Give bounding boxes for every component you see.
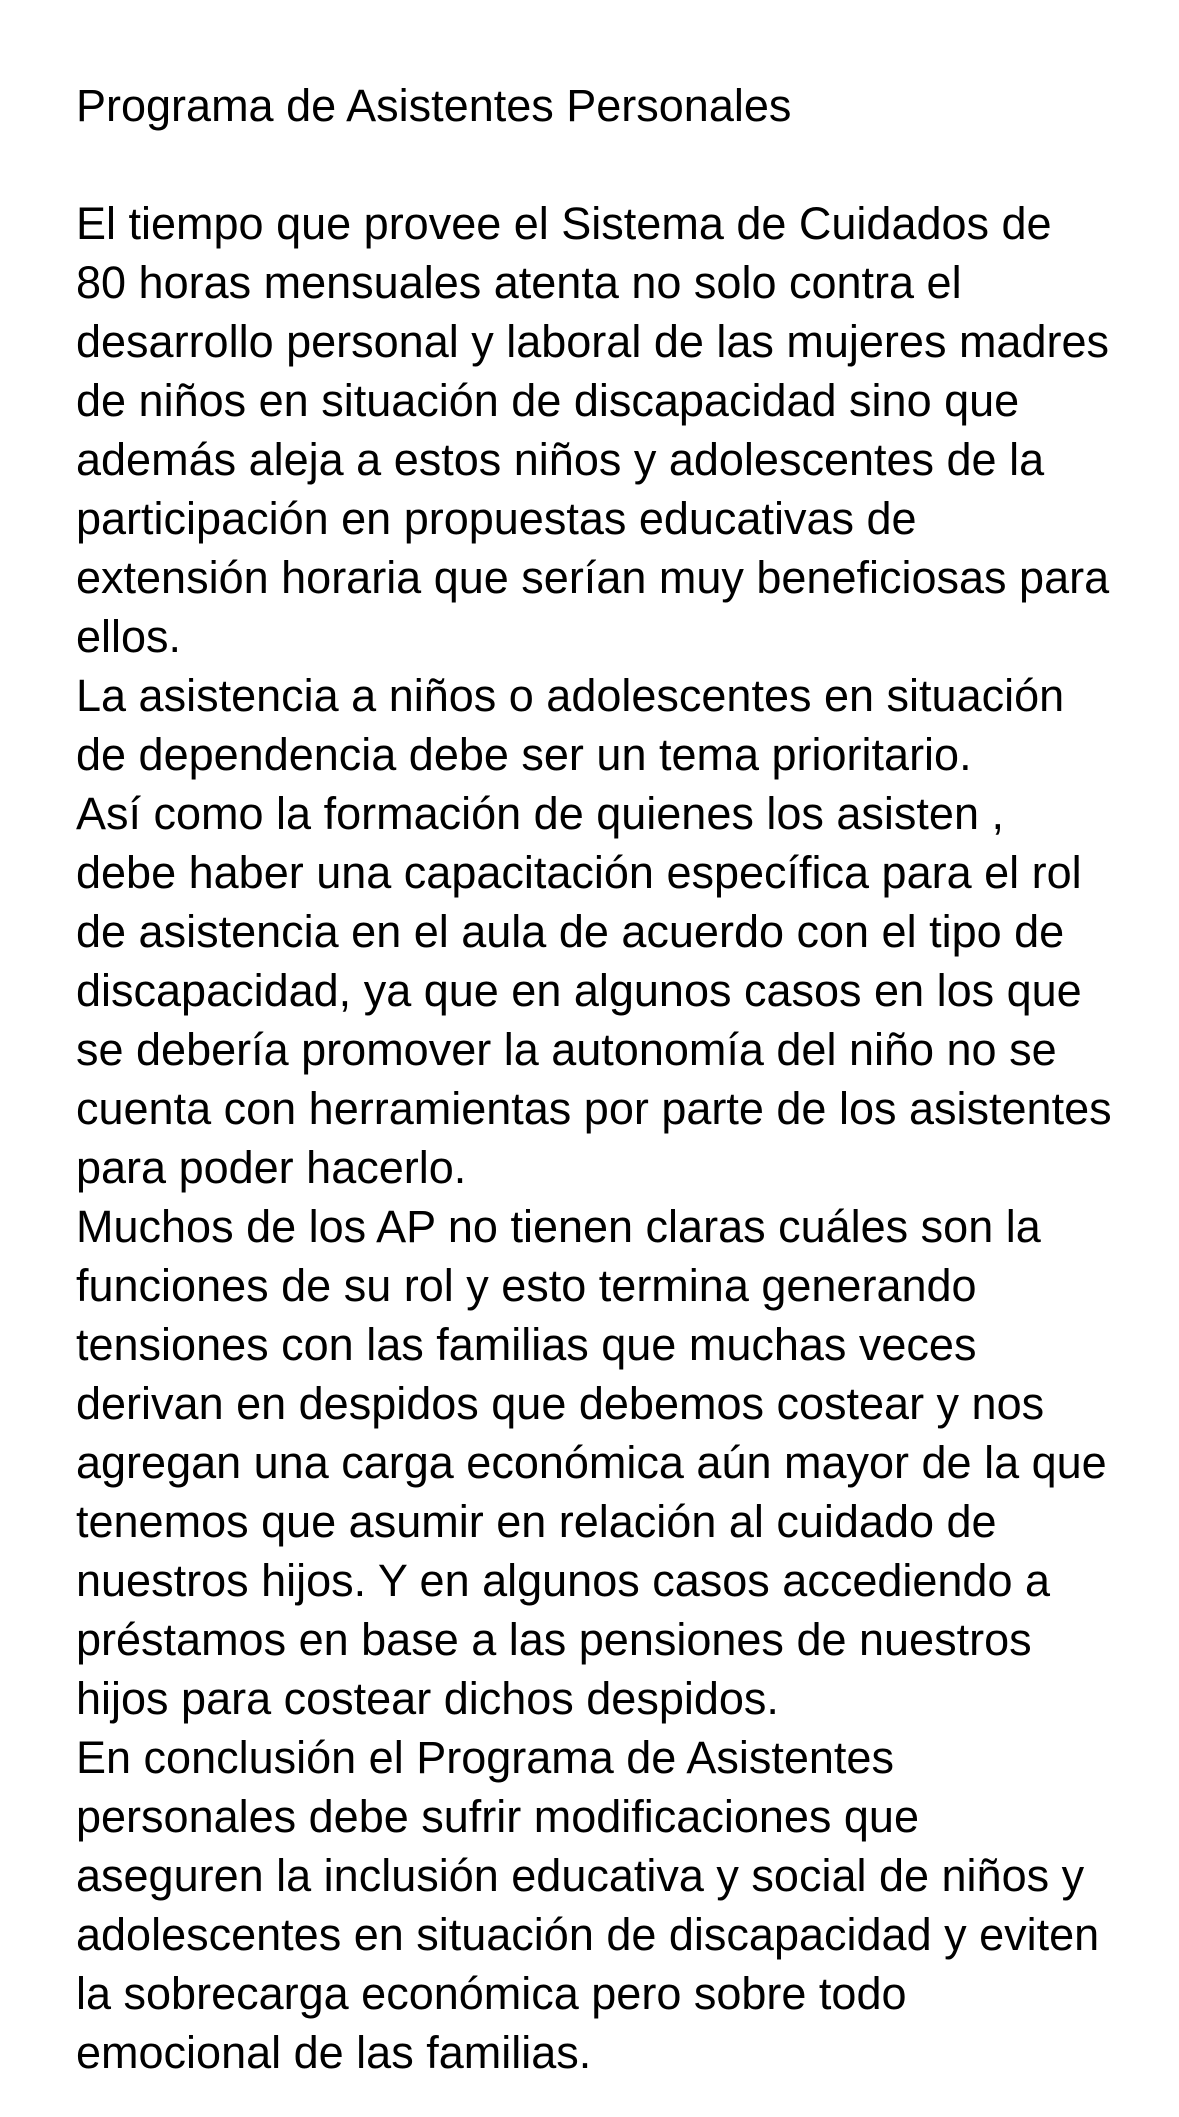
text-line: de dependencia debe ser un tema prioritario. xyxy=(76,729,972,780)
text-line: se debería promover la autonomía del niño no se xyxy=(76,1024,1057,1075)
text-line: ellos. xyxy=(76,611,182,662)
text-line: agregan una carga económica aún mayor de la que xyxy=(76,1437,1107,1488)
text-line: Muchos de los AP no tienen claras cuáles son la xyxy=(76,1201,1041,1252)
text-line: de asistencia en el aula de acuerdo con el tipo de xyxy=(76,906,1065,957)
text-line: de niños en situación de discapacidad sino que xyxy=(76,375,1020,426)
text-line: Así como la formación de quienes los asisten , xyxy=(76,788,1004,839)
text-line: debe haber una capacitación específica para el rol xyxy=(76,847,1082,898)
text-line: nuestros hijos. Y en algunos casos accediendo a xyxy=(76,1555,1051,1606)
text-line: desarrollo personal y laboral de las mujeres madres xyxy=(76,316,1110,367)
text-line: además aleja a estos niños y adolescentes de la xyxy=(76,434,1045,485)
text-line: La asistencia a niños o adolescentes en situación xyxy=(76,670,1065,721)
text-line: adolescentes en situación de discapacidad y eviten xyxy=(76,1909,1100,1960)
text-line: discapacidad, ya que en algunos casos en los que xyxy=(76,965,1082,1016)
text-line: hijos para costear dichos despidos. xyxy=(76,1673,779,1724)
text-line: extensión horaria que serían muy beneficiosas para xyxy=(76,552,1110,603)
text-line: aseguren la inclusión educativa y social de niños y xyxy=(76,1850,1085,1901)
text-line: 80 horas mensuales atenta no solo contra el xyxy=(76,257,962,308)
text-line: para poder hacerlo. xyxy=(76,1142,467,1193)
text-line: El tiempo que provee el Sistema de Cuidados de xyxy=(76,198,1052,249)
text-line: participación en propuestas educativas de xyxy=(76,493,917,544)
text-line: derivan en despidos que debemos costear y nos xyxy=(76,1378,1045,1429)
text-line: emocional de las familias. xyxy=(76,2027,592,2078)
text-line: funciones de su rol y esto termina generando xyxy=(76,1260,977,1311)
text-line: préstamos en base a las pensiones de nuestros xyxy=(76,1614,1032,1665)
text-line: tenemos que asumir en relación al cuidado de xyxy=(76,1496,997,1547)
document-title: Programa de Asistentes Personales xyxy=(76,80,792,131)
text-line: personales debe sufrir modificaciones que xyxy=(76,1791,919,1842)
text-line: cuenta con herramientas por parte de los asistentes xyxy=(76,1083,1112,1134)
text-line: En conclusión el Programa de Asistentes xyxy=(76,1732,894,1783)
text-line: tensiones con las familias que muchas veces xyxy=(76,1319,977,1370)
text-line: la sobrecarga económica pero sobre todo xyxy=(76,1968,907,2019)
